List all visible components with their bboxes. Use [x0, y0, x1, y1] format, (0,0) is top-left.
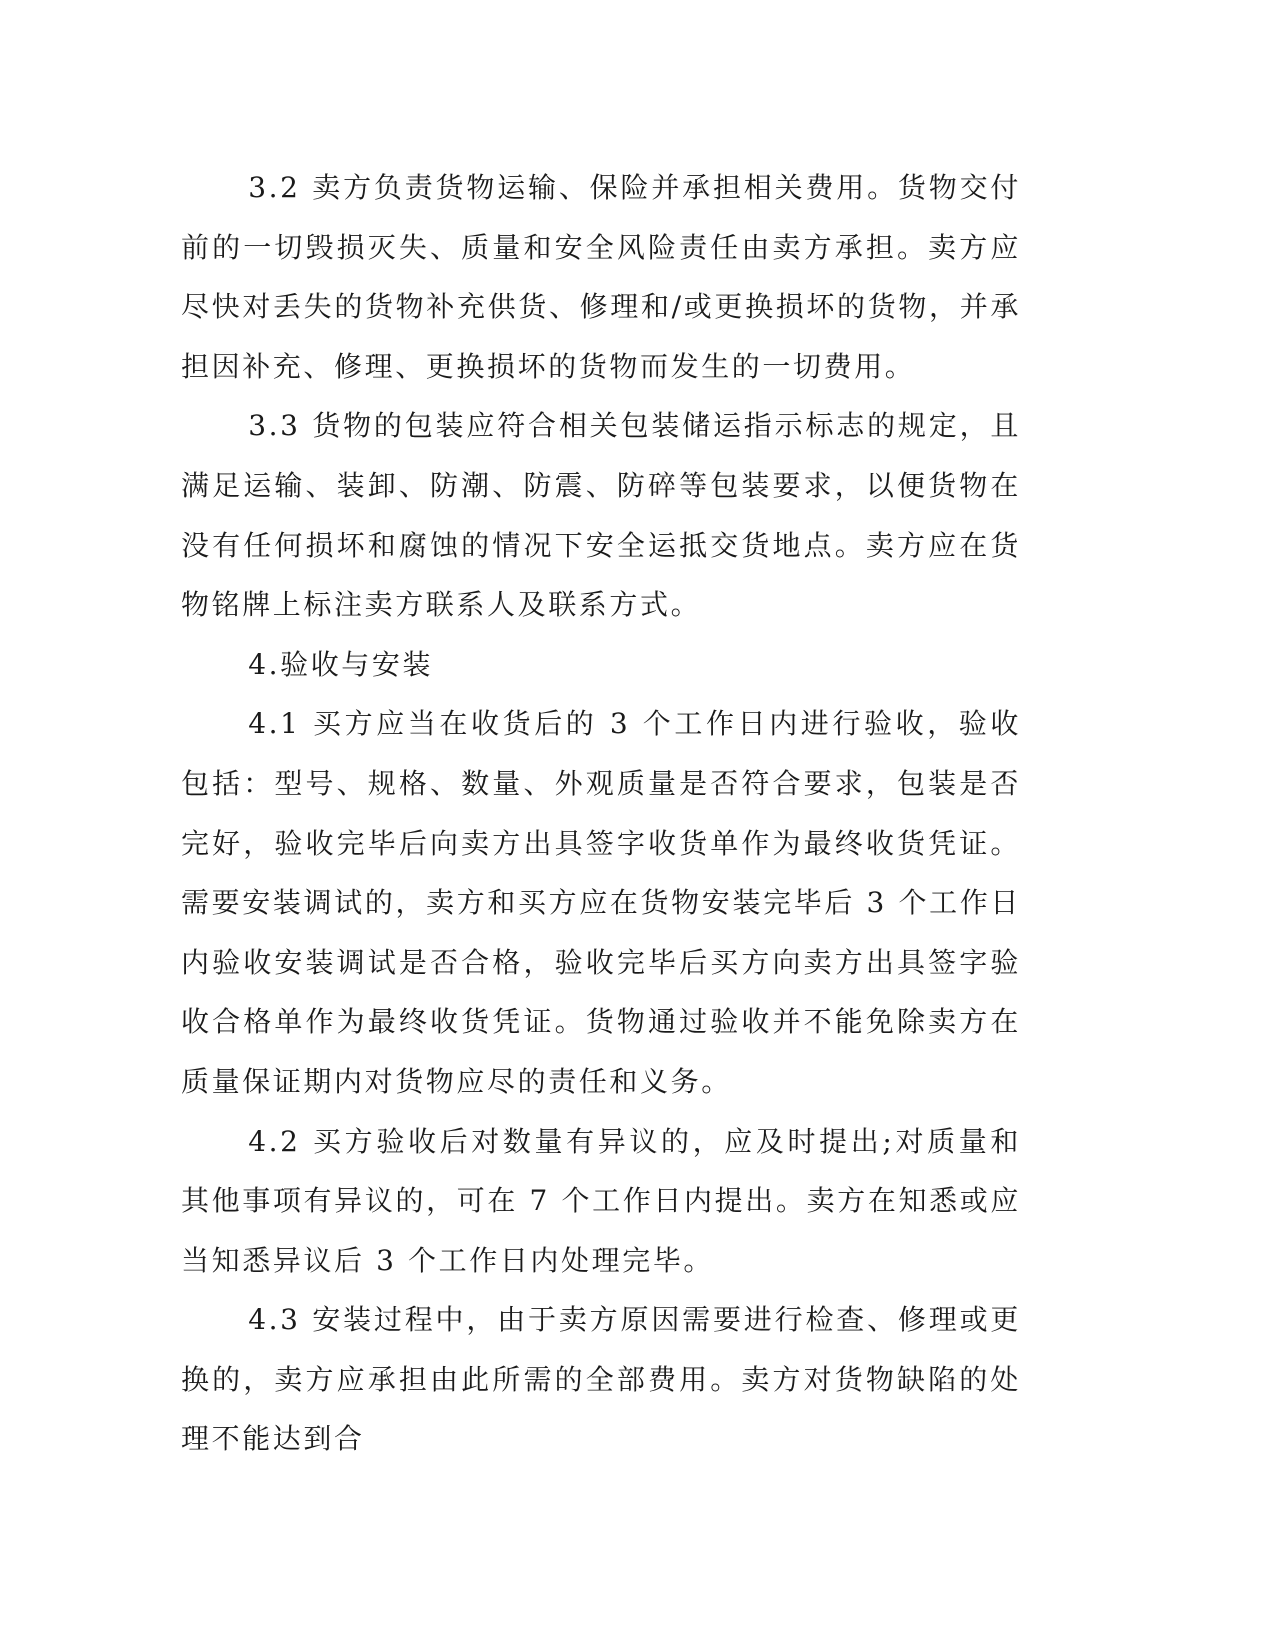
clause-4-2-paragraph: 4.2 买方验收后对数量有异议的，应及时提出;对质量和其他事项有异议的，可在 7 个工作日内提出。卖方在知悉或应当知悉异议后 3 个工作日内处理完毕。: [181, 1124, 1021, 1277]
section-4-heading: 4.验收与安装: [248, 647, 434, 681]
clause-3-3-paragraph: 3.3 货物的包装应符合相关包装储运指示标志的规定，且满足运输、装卸、防潮、防震、防碎等包装要求，以便货物在没有任何损坏和腐蚀的情况下安全运抵交货地点。卖方应在货物铭牌上标注卖方联系人及联系方式。: [181, 409, 1021, 622]
clause-4-1-paragraph: 4.1 买方应当在收货后的 3 个工作日内进行验收，验收包括：型号、规格、数量、外观质量是否符合要求，包装是否完好，验收完毕后向卖方出具签字收货单作为最终收货凭证。需要安装调试的，卖方和买方应在货物安装完毕后 3 个工作日内验收安装调试是否合格，验收完毕后买方向卖方出具签字验收合格单作为最终收货凭证。货物通过验收并不能免除卖方在质量保证期内对货物应尽的责任和义务。: [181, 707, 1021, 1098]
clause-3-2-paragraph: 3.2 卖方负责货物运输、保险并承担相关费用。货物交付前的一切毁损灭失、质量和安全风险责任由卖方承担。卖方应尽快对丢失的货物补充供货、修理和/或更换损坏的货物，并承担因补充、修理、更换损坏的货物而发生的一切费用。: [181, 171, 1021, 383]
clause-4-3-paragraph: 4.3 安装过程中，由于卖方原因需要进行检查、修理或更换的，卖方应承担由此所需的全部费用。卖方对货物缺陷的处理不能达到合: [181, 1303, 1021, 1456]
document-body: [181, 158, 1021, 1469]
